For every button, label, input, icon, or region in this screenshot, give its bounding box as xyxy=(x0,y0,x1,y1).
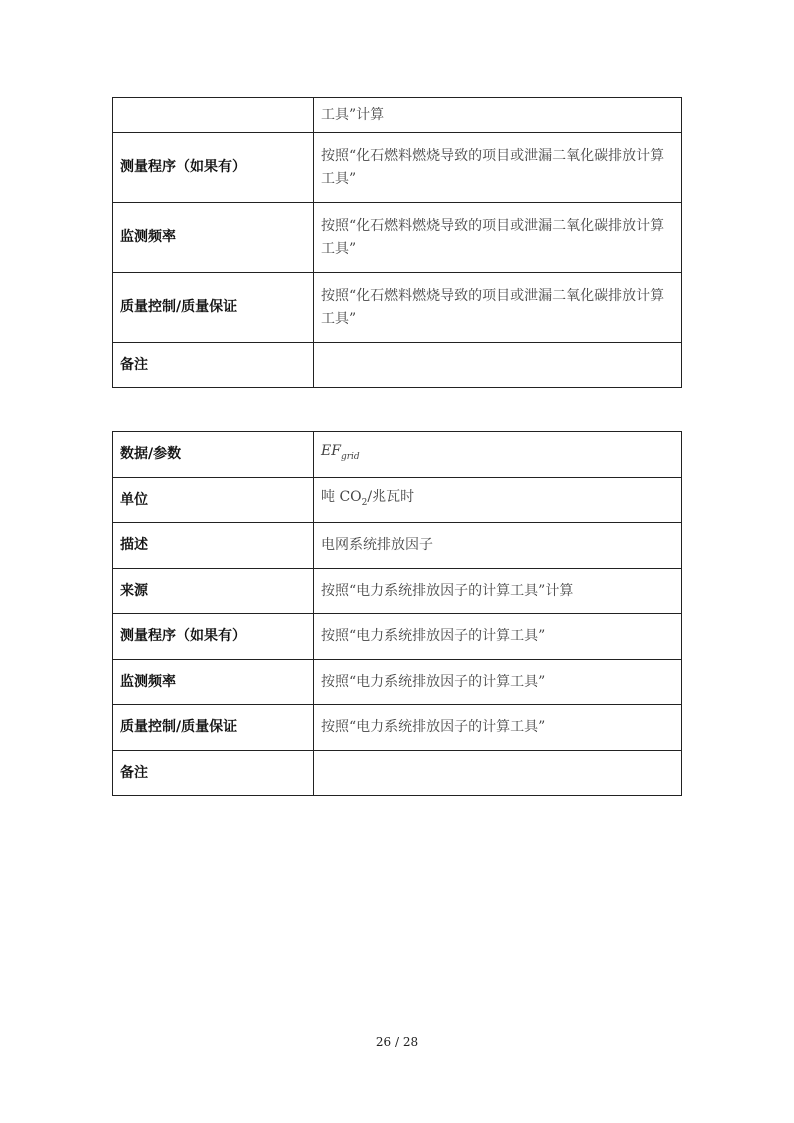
row-value: 按照“电力系统排放因子的计算工具”计算 xyxy=(314,569,682,614)
table-row xyxy=(113,133,682,203)
parameter-table-ef-grid xyxy=(112,431,682,796)
table-row xyxy=(113,98,682,133)
row-label: 测量程序（如果有） xyxy=(113,614,314,660)
row-label: 监测频率 xyxy=(113,660,314,705)
row-value: 按照“电力系统排放因子的计算工具” xyxy=(314,614,682,660)
row-value: 按照“电力系统排放因子的计算工具” xyxy=(314,660,682,705)
row-label xyxy=(113,98,314,133)
row-label: 单位 xyxy=(113,478,314,523)
row-label: 备注 xyxy=(113,343,314,388)
parameter-table-continued xyxy=(112,97,682,388)
table-row xyxy=(113,705,682,751)
row-label: 质量控制/质量保证 xyxy=(113,705,314,751)
unit-subscript: 2 xyxy=(361,497,368,508)
row-value: 工具”计算 xyxy=(314,98,682,133)
table-row xyxy=(113,478,682,523)
row-value: 按照“电力系统排放因子的计算工具” xyxy=(314,705,682,751)
row-label: 数据/参数 xyxy=(113,432,314,478)
row-value: 按照“化石燃料燃烧导致的项目或泄漏二氧化碳排放计算工具” xyxy=(314,133,682,203)
row-label: 备注 xyxy=(113,751,314,796)
row-label: 来源 xyxy=(113,569,314,614)
table-row xyxy=(113,432,682,478)
symbol-subscript: grid xyxy=(340,451,360,462)
row-value: 按照“化石燃料燃烧导致的项目或泄漏二氧化碳排放计算工具” xyxy=(314,273,682,343)
table-row xyxy=(113,660,682,705)
row-value: 按照“化石燃料燃烧导致的项目或泄漏二氧化碳排放计算工具” xyxy=(314,203,682,273)
row-label: 监测频率 xyxy=(113,203,314,273)
unit-prefix: 吨 CO xyxy=(321,488,362,505)
unit-suffix: /兆瓦时 xyxy=(367,488,415,505)
table-row xyxy=(113,523,682,569)
symbol-main: EF xyxy=(321,443,341,460)
row-label: 描述 xyxy=(113,523,314,569)
unit-value xyxy=(314,478,682,523)
table-row xyxy=(113,614,682,660)
row-value xyxy=(314,751,682,796)
table-row xyxy=(113,343,682,388)
table-row xyxy=(113,203,682,273)
row-label: 质量控制/质量保证 xyxy=(113,273,314,343)
row-value: 电网系统排放因子 xyxy=(314,523,682,569)
page-number: 26 / 28 xyxy=(375,1035,419,1049)
table-row xyxy=(113,569,682,614)
row-label: 测量程序（如果有） xyxy=(113,133,314,203)
table-row xyxy=(113,751,682,796)
row-value xyxy=(314,343,682,388)
parameter-symbol xyxy=(314,432,682,478)
table-row xyxy=(113,273,682,343)
